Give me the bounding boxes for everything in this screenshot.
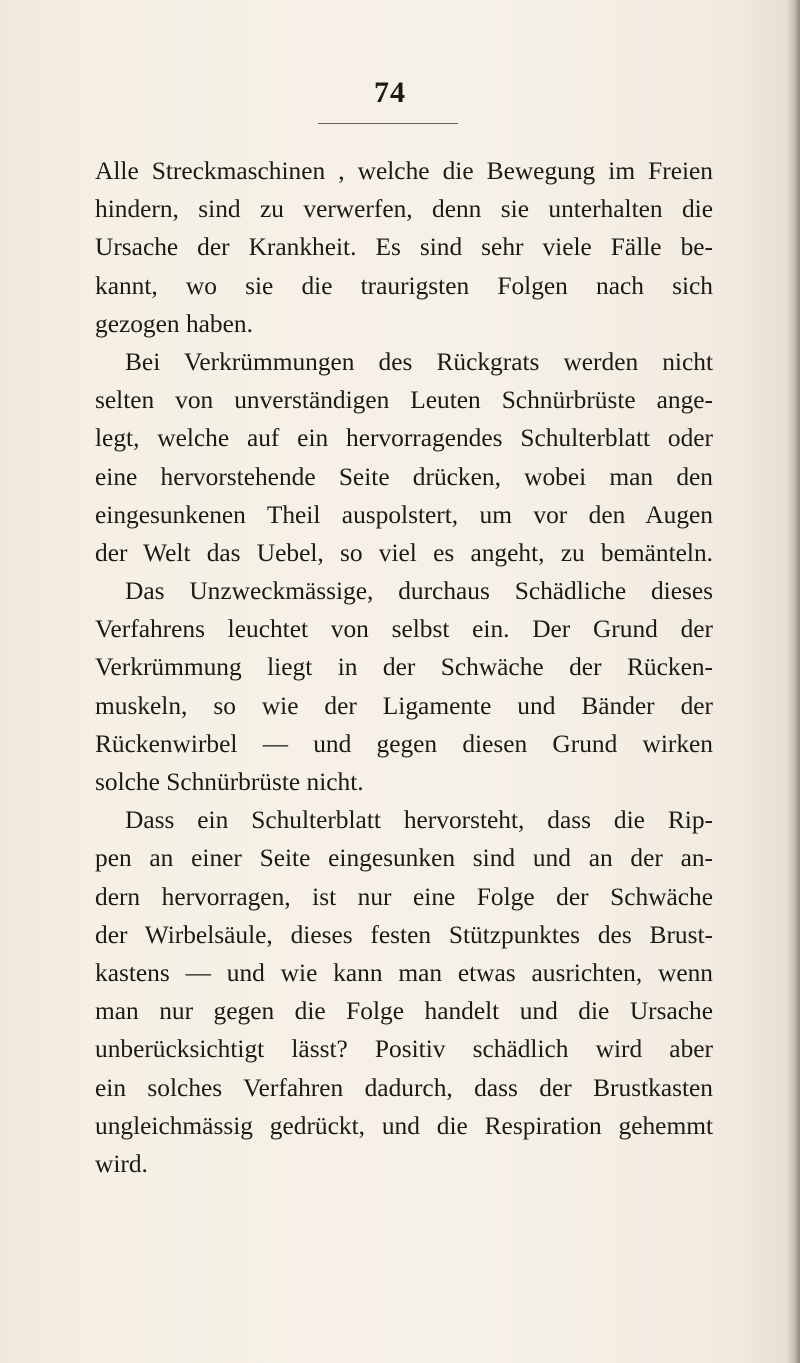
text-line: hindern, sind zu verwerfen, denn sie unterhalten die <box>95 195 713 224</box>
body-text <box>95 152 713 1183</box>
text-line: kastens — und wie kann man etwas ausrichten, wenn <box>95 958 713 987</box>
text-line: selten von unverständigen Leuten Schnürbrüste ange- <box>95 386 713 415</box>
text-line: Ursache der Krankheit. Es sind sehr viele Fälle be- <box>95 233 713 262</box>
text-line: eine hervorstehende Seite drücken, wobei man den <box>95 462 713 491</box>
text-line: der Welt das Uebel, so viel es angeht, zu bemänteln. <box>95 538 713 567</box>
text-line: Dass ein Schulterblatt hervorsteht, dass die Rip- <box>125 806 713 835</box>
text-line: Rückenwirbel — und gegen diesen Grund wirken <box>95 729 713 758</box>
text-line: pen an einer Seite eingesunken sind und an der an- <box>95 844 713 873</box>
text-line: Alle Streckmaschinen , welche die Bewegung im Freien <box>95 157 713 185</box>
page-edge-shadow <box>786 0 800 1363</box>
text-line: Verfahrens leuchtet von selbst ein. Der Grund der <box>95 615 713 644</box>
text-line: der Wirbelsäule, dieses festen Stützpunktes des Brust- <box>95 920 713 949</box>
page-number: 74 <box>374 76 406 109</box>
text-line: ungleichmässig gedrückt, und die Respiration gehemmt <box>95 1111 713 1140</box>
text-line: legt, welche auf ein hervorragendes Schulterblatt oder <box>95 424 713 453</box>
text-line: gezogen haben. <box>95 309 253 338</box>
text-line: solche Schnürbrüste nicht. <box>95 768 364 796</box>
text-line: unberücksichtigt lässt? Positiv schädlich wird aber <box>95 1035 713 1064</box>
text-line: kannt, wo sie die traurigsten Folgen nach sich <box>95 271 713 300</box>
text-line: Verkrümmung liegt in der Schwäche der Rücken- <box>95 653 713 682</box>
text-line: wird. <box>95 1149 148 1178</box>
text-line: Bei Verkrümmungen des Rückgrats werden nicht <box>125 347 713 376</box>
text-line: eingesunkenen Theil auspolstert, um vor den Augen <box>95 500 713 529</box>
header-rule <box>318 123 458 124</box>
text-line: ein solches Verfahren dadurch, dass der Brustkasten <box>95 1073 713 1102</box>
text-line: Das Unzweckmässige, durchaus Schädliche dieses <box>125 577 713 606</box>
text-line: man nur gegen die Folge handelt und die Ursache <box>95 997 713 1026</box>
text-line: dern hervorragen, ist nur eine Folge der Schwäche <box>95 882 713 911</box>
text-line: muskeln, so wie der Ligamente und Bänder der <box>95 691 713 720</box>
